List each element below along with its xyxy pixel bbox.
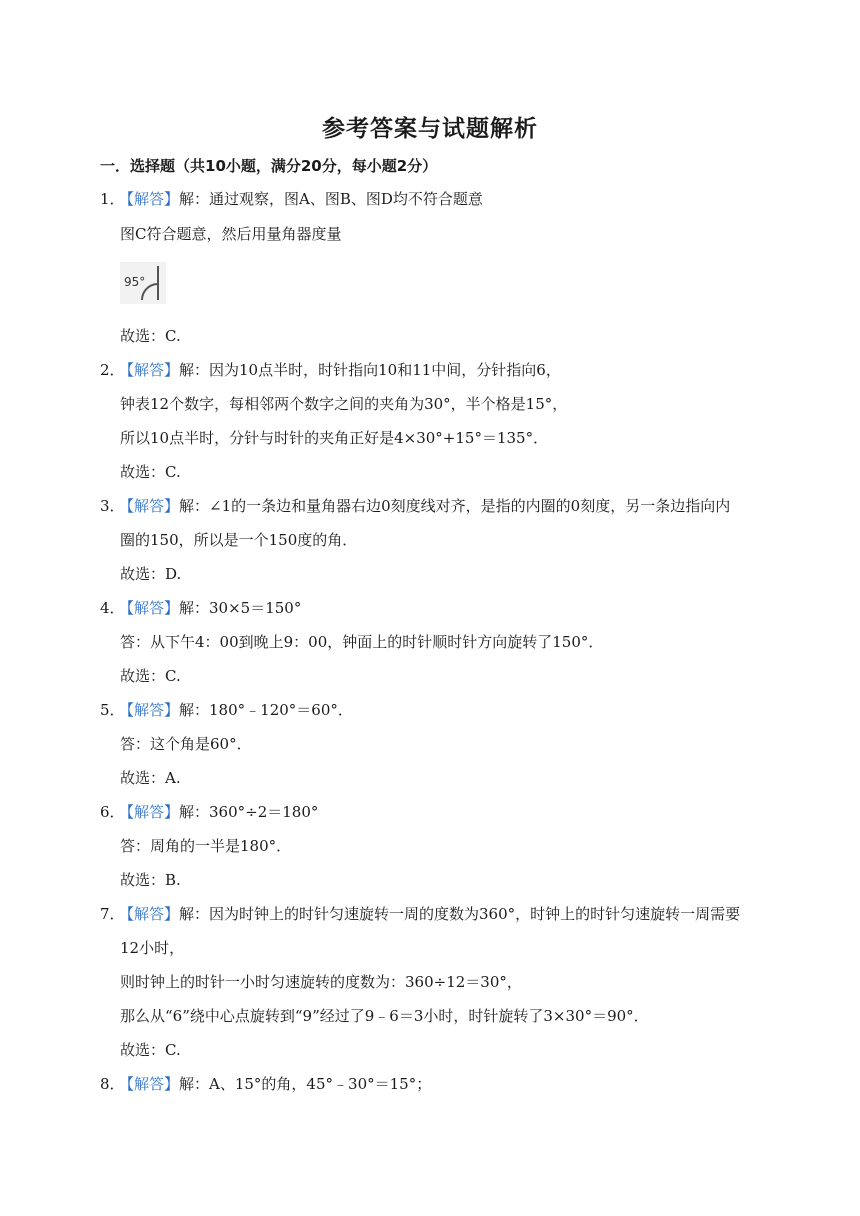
answer-line: 答：周角的一半是180°． (120, 837, 292, 855)
answer-line: 答：这个角是60°． (120, 735, 252, 753)
question-number: 3． (100, 497, 125, 515)
answer-line: 故选：D. (120, 565, 182, 583)
question-number: 7． (100, 905, 125, 923)
answer-line: 【解答】解：180°﹣120°＝60°． (119, 701, 353, 719)
answer-line: 则时钟上的时针一小时匀速旋转的度数为：360÷12＝30°， (120, 973, 522, 991)
answer-line: 钟表12个数字，每相邻两个数字之间的夹角为30°，半个格是15°， (120, 395, 568, 413)
question-number: 1． (100, 190, 125, 208)
answer-line: 故选：C. (120, 1041, 181, 1059)
answer-line: 圈的150，所以是一个150度的角． (120, 531, 358, 549)
answer-line: 故选：C. (120, 327, 181, 345)
angle-figure (120, 262, 166, 304)
answer-line: 故选：C. (120, 667, 181, 685)
answer-line: 故选：A. (120, 769, 181, 787)
question-number: 4． (100, 599, 125, 617)
answer-line: 那么从“6”绕中心点旋转到“9”经过了9﹣6＝3小时，时针旋转了3×30°＝90°． (120, 1007, 649, 1025)
answer-line: 【解答】解：360°÷2＝180° (119, 803, 319, 821)
answer-line: 【解答】解：30×5＝150° (119, 599, 302, 617)
answer-line: 【解答】解：因为10点半时，时针指向10和11中间，分针指向6， (119, 361, 561, 379)
answer-line: 所以10点半时，分针与时针的夹角正好是4×30°+15°＝135°． (120, 429, 549, 447)
page-title: 参考答案与试题解析 (322, 116, 538, 142)
answer-line: 【解答】解：∠1的一条边和量角器右边0刻度线对齐，是指的内圈的0刻度，另一条边指向内 (119, 497, 731, 515)
question-number: 2． (100, 361, 125, 379)
angle-label: 95° (124, 275, 146, 289)
answer-line: 答：从下午4：00到晚上9：00，钟面上的时针顺时针方向旋转了150°． (120, 633, 604, 651)
answer-line: 故选：B. (120, 871, 181, 889)
answer-line: 12小时， (120, 939, 185, 957)
answer-line: 【解答】解：通过观察，图A、图B、图D均不符合题意 (119, 190, 483, 208)
answer-line: 【解答】解：因为时钟上的时针匀速旋转一周的度数为360°，时钟上的时针匀速旋转一周需要 (119, 905, 741, 923)
question-number: 6． (100, 803, 125, 821)
question-number: 5． (100, 701, 125, 719)
answer-line: 故选：C. (120, 463, 181, 481)
answer-line: 【解答】解：A、15°的角，45°﹣30°＝15°； (119, 1075, 432, 1093)
answer-tag: 【解答】 (119, 190, 180, 208)
question-number: 8． (100, 1075, 125, 1093)
answer-line: 图C符合题意，然后用量角器度量 (120, 225, 342, 243)
section-heading: 一．选择题（共10小题，满分20分，每小题2分） (100, 157, 438, 175)
